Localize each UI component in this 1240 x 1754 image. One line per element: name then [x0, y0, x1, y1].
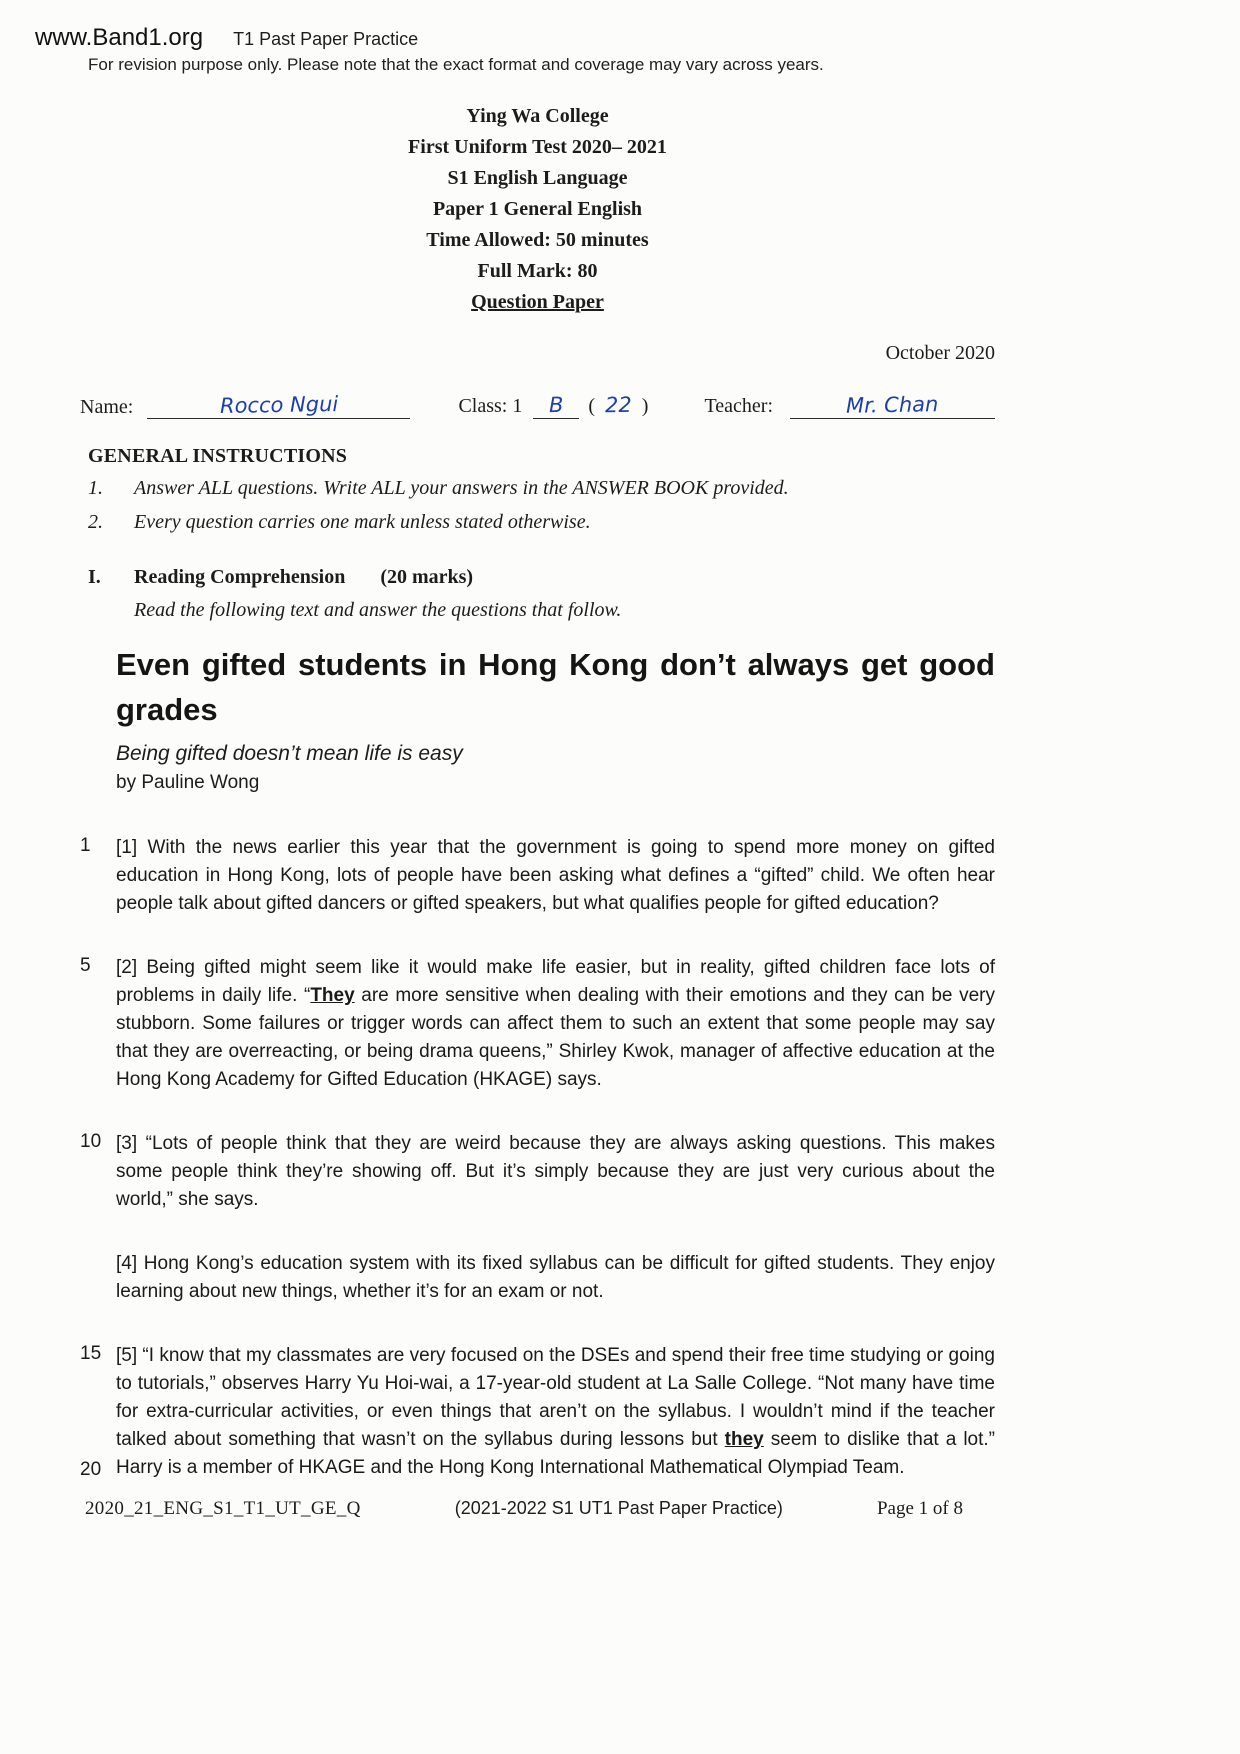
name-field [147, 393, 410, 419]
teacher-handwritten: Mr. Chan [846, 392, 939, 418]
class-group [458, 393, 652, 419]
footer-practice-note: (2021-2022 S1 UT1 Past Paper Practice) [454, 1498, 783, 1518]
exam-title-block [80, 101, 995, 318]
instruction-item [88, 509, 995, 536]
question-paper-label: Question Paper [471, 291, 604, 313]
instruction-number: 1. [88, 477, 103, 499]
instruction-text: Every question carries one mark unless stated otherwise. [134, 511, 591, 533]
full-mark: Full Mark: 80 [477, 260, 598, 282]
article-paragraph [80, 1250, 995, 1306]
instruction-text: Answer ALL questions. Write ALL your answers in the ANSWER BOOK provided. [134, 477, 789, 499]
section-intro: Read the following text and answer the questions that follow. [134, 599, 622, 621]
page-footer [85, 1498, 963, 1520]
paragraph-text: [1] With the news earlier this year that the government is going to spend more money on gifted education in Hong Kong, lots of people have been asking what defines a “gifted” child. We often hear people talk about gifted dancers or gifted speakers, but what qualifies people for gifted education? [116, 837, 995, 914]
section-numeral: I. [88, 566, 101, 588]
article-body [80, 834, 995, 1482]
footer-document-code: 2020_21_ENG_S1_T1_UT_GE_Q [85, 1498, 361, 1519]
emphasized-word: They [310, 985, 355, 1006]
watermark-header [35, 24, 995, 52]
paper-name: Paper 1 General English [432, 198, 643, 220]
teacher-label: Teacher: [704, 395, 773, 417]
class-label: Class: 1 [458, 395, 523, 417]
practice-label: T1 Past Paper Practice [233, 29, 419, 49]
section-marks: (20 marks) [380, 566, 474, 588]
class-paren-open: ( [588, 395, 596, 417]
class-field [533, 393, 579, 419]
teacher-group [704, 393, 995, 419]
student-info-row [80, 393, 995, 419]
section-title: Reading Comprehension [134, 566, 346, 588]
site-name: www.Band1.org [35, 24, 204, 51]
line-number: 15 [80, 1343, 102, 1364]
teacher-field [790, 393, 995, 419]
paragraph-text: [2] Being gifted might seem like it would make life easier, but in reality, gifted children face lots of problems in daily life. “They are more sensitive when dealing with their emotions and they can be very stubborn. Some failures or trigger words can affect them to such an extent that some people may say that they are overreacting, or being drama queens,” Shirley Kwok, manager of affective education at the Hong Kong Academy for Gifted Education (HKAGE) says. [116, 957, 995, 1090]
exam-name: First Uniform Test 2020– 2021 [408, 136, 667, 158]
line-number: 10 [80, 1131, 102, 1152]
line-number: 1 [80, 835, 91, 856]
line-number: 5 [80, 955, 91, 976]
article-header [116, 642, 995, 794]
footer-page-number: Page 1 of 8 [876, 1498, 963, 1519]
line-number: 20 [80, 1459, 102, 1480]
general-instructions-heading: GENERAL INSTRUCTIONS [88, 445, 348, 467]
article-paragraph [80, 954, 995, 1094]
school-name: Ying Wa College [466, 105, 609, 127]
paragraph-text: [5] “I know that my classmates are very focused on the DSEs and spend their free time studying or going to tutorials,” observes Harry Yu Hoi-wai, a 17-year-old student at La Salle College. “Not many have time for extra-curricular activities, or even things that aren’t on the syllabus. I wouldn’t mind if the teacher talked about something that wasn’t on the syllabus during lessons but they seem to dislike that a lot.” Harry is a member of HKAGE and the Hong Kong International Mathematical Olympiad Team. [116, 1345, 995, 1478]
class-number-handwritten: 22 [604, 392, 632, 418]
name-label: Name: [80, 396, 134, 418]
article-title: Even gifted students in Hong Kong don’t always get good grades [116, 647, 995, 727]
article-paragraph [80, 1130, 995, 1214]
article-subtitle: Being gifted doesn’t mean life is easy [116, 742, 463, 765]
revision-note: For revision purpose only. Please note that the exact format and coverage may vary across years. [88, 55, 824, 74]
section-heading [88, 566, 995, 589]
instruction-item [88, 475, 995, 502]
class-handwritten: B [548, 392, 564, 418]
subject: S1 English Language [447, 167, 628, 189]
name-handwritten: Rocco Ngui [219, 391, 339, 419]
article-paragraph [80, 1342, 995, 1482]
instruction-number: 2. [88, 511, 103, 533]
paragraph-text: [4] Hong Kong’s education system with its fixed syllabus can be difficult for gifted students. They enjoy learning about new things, whether it’s for an exam or not. [116, 1253, 995, 1302]
exam-date: October 2020 [885, 342, 995, 364]
time-allowed: Time Allowed: 50 minutes [426, 229, 649, 251]
class-paren-close: ) [641, 395, 649, 417]
article-paragraph [80, 834, 995, 918]
article-byline: by Pauline Wong [116, 772, 260, 793]
paragraph-text: [3] “Lots of people think that they are weird because they are always asking questions. This makes some people think they’re showing off. But it’s simply because they are just very curious about the world,” she says. [116, 1133, 995, 1210]
emphasized-word: they [724, 1429, 764, 1450]
